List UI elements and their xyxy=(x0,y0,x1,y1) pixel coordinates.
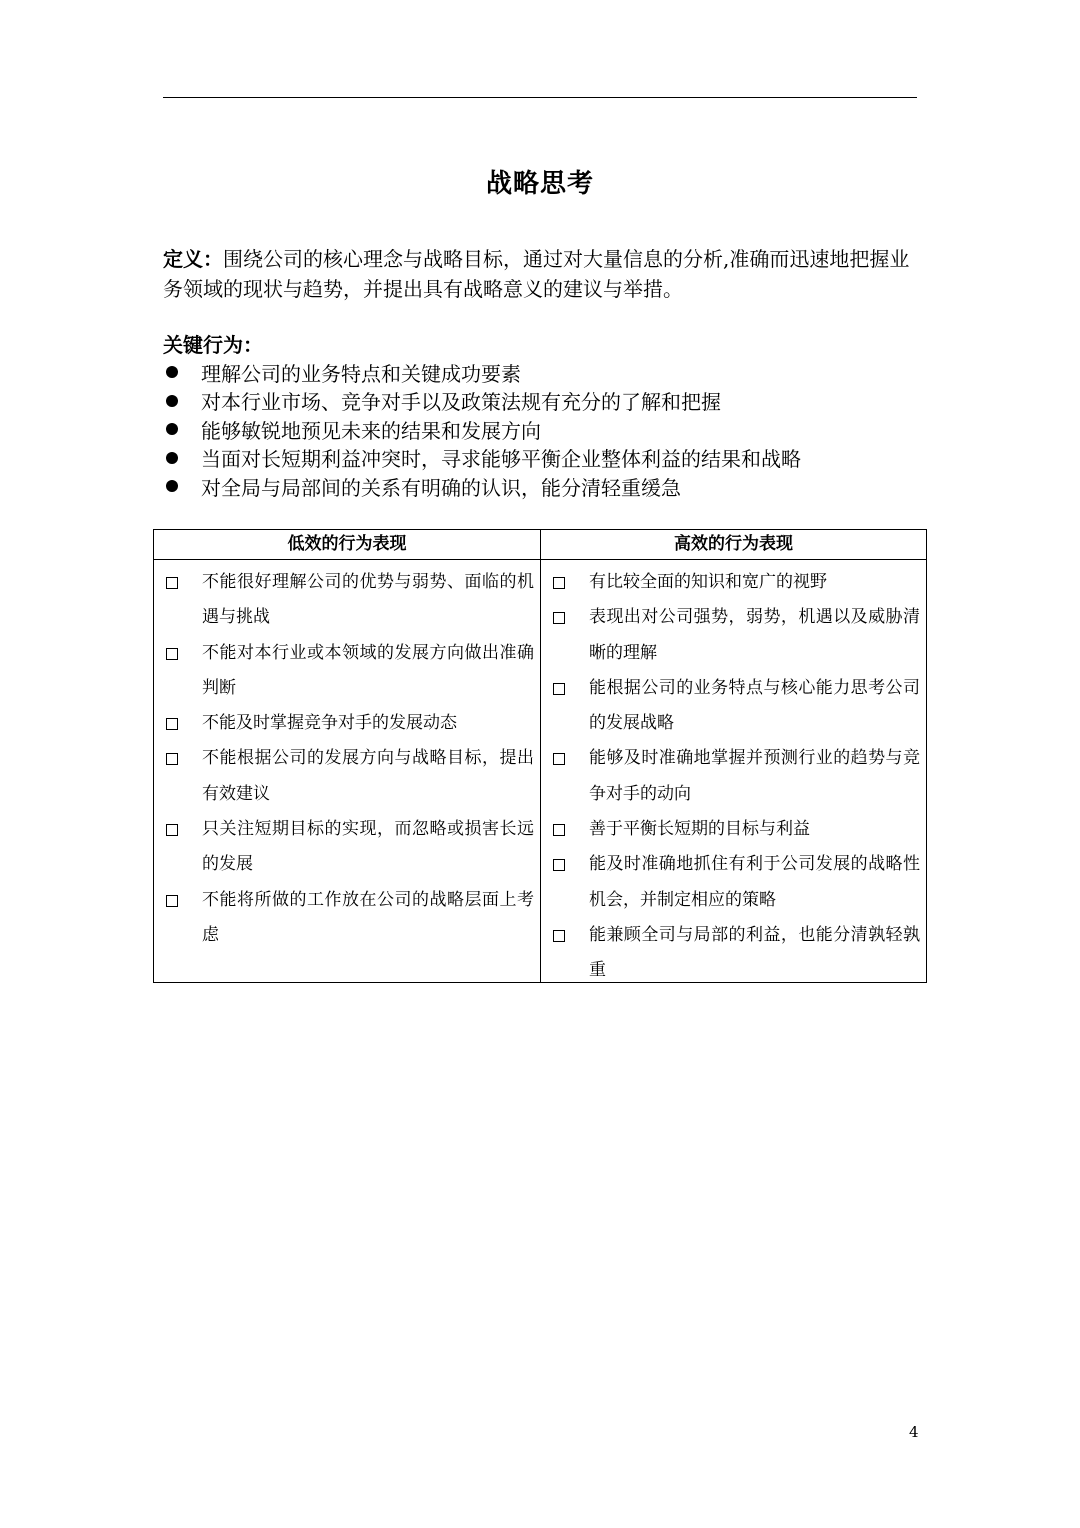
bullet-icon xyxy=(166,423,178,435)
bullet-icon xyxy=(166,395,178,407)
checkbox-icon xyxy=(553,683,565,695)
high-efficiency-items xyxy=(541,560,926,989)
high-behavior-item xyxy=(541,565,926,600)
low-efficiency-column xyxy=(154,530,541,982)
definition-text: 围绕公司的核心理念与战略目标，通过对大量信息的分析,准确而迅速地把握业务领域的现状与趋势，并提出具有战略意义的建议与举措。 xyxy=(163,247,910,301)
key-behavior-text: 理解公司的业务特点和关键成功要素 xyxy=(201,361,521,386)
checkbox-icon xyxy=(553,753,565,765)
page-number: 4 xyxy=(909,1423,919,1441)
low-behavior-item xyxy=(154,636,540,707)
behavior-text: 不能及时掌握竞争对手的发展动态 xyxy=(202,713,457,734)
checkbox-icon xyxy=(166,895,178,907)
behavior-text: 不能对本行业或本领域的发展方向做出准确判断 xyxy=(202,642,534,698)
low-efficiency-items xyxy=(154,560,540,953)
high-behavior-item xyxy=(541,812,926,847)
high-efficiency-header: 高效的行为表现 xyxy=(541,530,926,560)
low-behavior-item xyxy=(154,741,540,812)
key-behavior-item xyxy=(163,358,923,387)
behavior-text: 不能很好理解公司的优势与弱势、面临的机遇与挑战 xyxy=(202,572,534,628)
high-behavior-item xyxy=(541,600,926,671)
bullet-icon xyxy=(166,366,178,378)
checkbox-icon xyxy=(553,577,565,589)
checkbox-icon xyxy=(166,824,178,836)
header-rule xyxy=(163,97,917,98)
checkbox-icon xyxy=(553,930,565,942)
behavior-text: 能够及时准确地掌握并预测行业的趋势与竞争对手的动向 xyxy=(589,748,920,804)
key-behavior-text: 对全局与局部间的关系有明确的认识，能分清轻重缓急 xyxy=(201,475,681,500)
key-behaviors-heading: 关键行为： xyxy=(163,333,263,357)
checkbox-icon xyxy=(553,612,565,624)
low-behavior-item xyxy=(154,706,540,741)
checkbox-icon xyxy=(166,577,178,589)
behavior-text: 表现出对公司强势，弱势，机遇以及威胁清晰的理解 xyxy=(589,607,920,663)
behavior-text: 只关注短期目标的实现，而忽略或损害长远的发展 xyxy=(202,819,534,875)
key-behavior-item xyxy=(163,415,923,444)
behavior-text: 善于平衡长短期的目标与利益 xyxy=(589,819,810,840)
behavior-text: 能兼顾全司与局部的利益，也能分清孰轻孰重 xyxy=(589,924,920,981)
low-behavior-item xyxy=(154,883,540,954)
high-behavior-item xyxy=(541,671,926,742)
high-efficiency-column xyxy=(541,530,926,982)
definition-paragraph xyxy=(163,244,923,304)
behavior-text: 有比较全面的知识和宽广的视野 xyxy=(589,572,827,592)
behavior-text: 能及时准确地抓住有利于公司发展的战略性机会，并制定相应的策略 xyxy=(589,854,920,910)
checkbox-icon xyxy=(553,859,565,871)
low-behavior-item xyxy=(154,565,540,636)
checkbox-icon xyxy=(553,824,565,836)
checkbox-icon xyxy=(166,648,178,660)
key-behavior-item xyxy=(163,387,923,416)
checkbox-icon xyxy=(166,753,178,765)
behavior-table xyxy=(153,529,927,983)
bullet-icon xyxy=(166,452,178,464)
behavior-text: 不能将所做的工作放在公司的战略层面上考虑 xyxy=(202,889,534,945)
key-behavior-item xyxy=(163,444,923,473)
behavior-text: 能根据公司的业务特点与核心能力思考公司的发展战略 xyxy=(589,677,920,734)
key-behavior-text: 对本行业市场、竞争对手以及政策法规有充分的了解和把握 xyxy=(201,390,721,415)
key-behavior-text: 能够敏锐地预见未来的结果和发展方向 xyxy=(201,418,541,443)
high-behavior-item xyxy=(541,741,926,812)
checkbox-icon xyxy=(166,718,178,730)
key-behavior-item xyxy=(163,472,923,501)
low-efficiency-header: 低效的行为表现 xyxy=(154,530,540,560)
key-behaviors-list xyxy=(163,358,923,501)
bullet-icon xyxy=(166,480,178,492)
behavior-text: 不能根据公司的发展方向与战略目标，提出有效建议 xyxy=(202,748,534,804)
high-behavior-item xyxy=(541,847,926,918)
key-behavior-text: 当面对长短期利益冲突时，寻求能够平衡企业整体利益的结果和战略 xyxy=(201,447,801,472)
page-title: 战略思考 xyxy=(485,169,594,199)
definition-label: 定义： xyxy=(163,247,223,271)
low-behavior-item xyxy=(154,812,540,883)
high-behavior-item xyxy=(541,918,926,989)
